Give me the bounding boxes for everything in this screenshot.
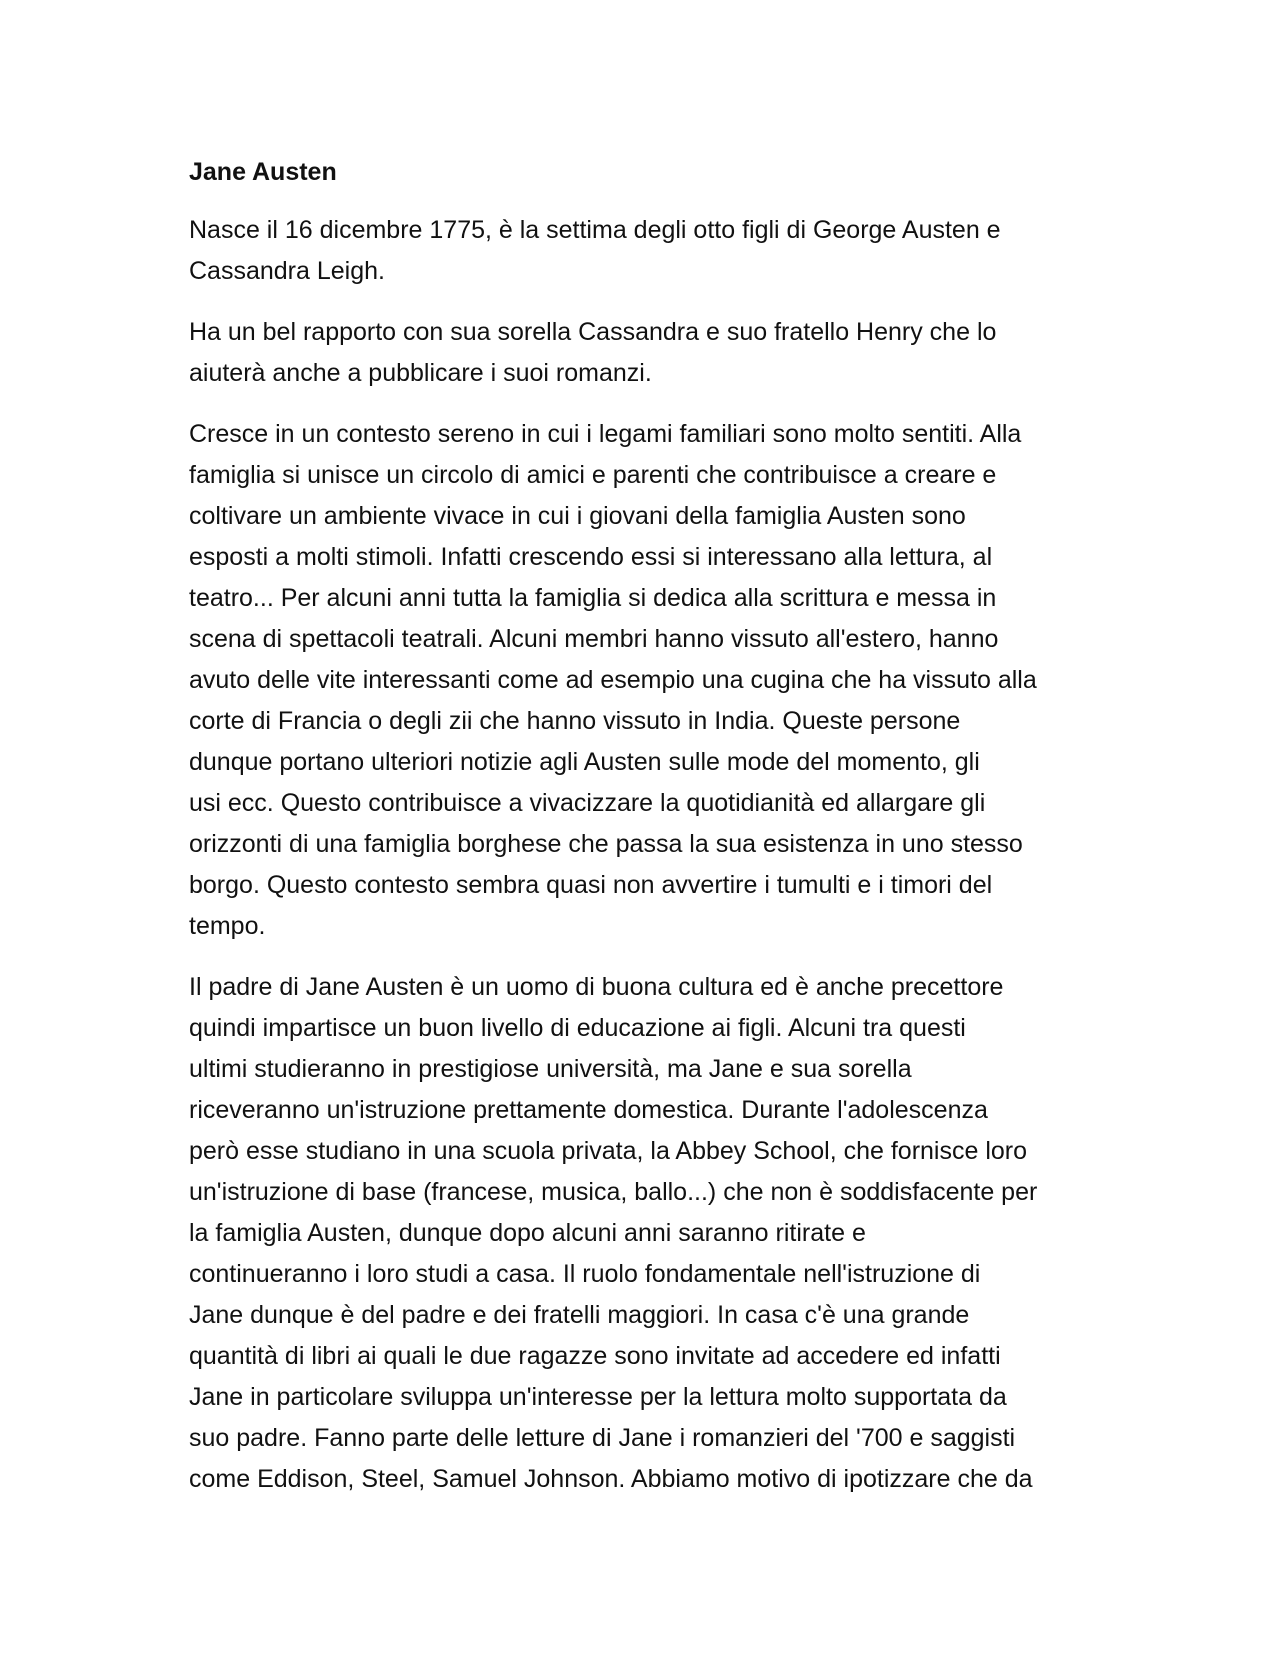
paragraph-line: orizzonti di una famiglia borghese che passa la sua esistenza in uno stesso — [189, 830, 1023, 858]
paragraph-line: Ha un bel rapporto con sua sorella Cassandra e suo fratello Henry che lo — [189, 318, 997, 346]
paragraph-line: ultimi studieranno in prestigiose università, ma Jane e sua sorella — [189, 1055, 912, 1083]
paragraph-line: un'istruzione di base (francese, musica, ballo...) che non è soddisfacente per — [189, 1178, 1038, 1206]
paragraph-line: esposti a molti stimoli. Infatti crescendo essi si interessano alla lettura, al — [189, 543, 993, 571]
paragraph-line: tempo. — [189, 912, 266, 940]
paragraph-line: avuto delle vite interessanti come ad esempio una cugina che ha vissuto alla — [189, 666, 1037, 694]
paragraph-line: Jane dunque è del padre e dei fratelli maggiori. In casa c'è una grande — [189, 1301, 970, 1329]
paragraph-line: borgo. Questo contesto sembra quasi non avvertire i tumulti e i timori del — [189, 871, 993, 899]
paragraph-line: Cresce in un contesto sereno in cui i legami familiari sono molto sentiti. Alla — [189, 420, 1022, 448]
paragraph-line: però esse studiano in una scuola privata, la Abbey School, che fornisce loro — [189, 1137, 1028, 1165]
paragraph-line: quantità di libri ai quali le due ragazze sono invitate ad accedere ed infatti — [189, 1342, 1001, 1370]
paragraph-1 — [189, 210, 1089, 292]
paragraph-line: scena di spettacoli teatrali. Alcuni membri hanno vissuto all'estero, hanno — [189, 625, 999, 653]
paragraph-line: Il padre di Jane Austen è un uomo di buona cultura ed è anche precettore — [189, 973, 1004, 1001]
paragraph-line: come Eddison, Steel, Samuel Johnson. Abbiamo motivo di ipotizzare che da — [189, 1465, 1033, 1493]
paragraph-2 — [189, 312, 1089, 394]
document-title: Jane Austen — [189, 158, 337, 186]
paragraph-line: quindi impartisce un buon livello di educazione ai figli. Alcuni tra questi — [189, 1014, 966, 1042]
paragraph-line: Cassandra Leigh. — [189, 257, 385, 285]
paragraph-line: riceveranno un'istruzione prettamente domestica. Durante l'adolescenza — [189, 1096, 988, 1124]
paragraph-line: usi ecc. Questo contribuisce a vivacizzare la quotidianità ed allargare gli — [189, 789, 986, 817]
paragraph-line: Jane in particolare sviluppa un'interesse per la lettura molto supportata da — [189, 1383, 1007, 1411]
paragraph-line: famiglia si unisce un circolo di amici e parenti che contribuisce a creare e — [189, 461, 997, 489]
paragraph-3 — [189, 414, 1089, 947]
paragraph-line: coltivare un ambiente vivace in cui i giovani della famiglia Austen sono — [189, 502, 966, 530]
paragraph-line: teatro... Per alcuni anni tutta la famiglia si dedica alla scrittura e messa in — [189, 584, 997, 612]
paragraph-line: la famiglia Austen, dunque dopo alcuni anni saranno ritirate e — [189, 1219, 866, 1247]
paragraph-line: continueranno i loro studi a casa. Il ruolo fondamentale nell'istruzione di — [189, 1260, 981, 1288]
paragraph-line: dunque portano ulteriori notizie agli Austen sulle mode del momento, gli — [189, 748, 980, 776]
paragraph-line: Nasce il 16 dicembre 1775, è la settima degli otto figli di George Austen e — [189, 216, 1001, 244]
paragraph-line: corte di Francia o degli zii che hanno vissuto in India. Queste persone — [189, 707, 961, 735]
paragraph-line: aiuterà anche a pubblicare i suoi romanzi. — [189, 359, 652, 387]
paragraph-4 — [189, 967, 1089, 1500]
document-body — [189, 152, 1089, 1520]
paragraph-line: suo padre. Fanno parte delle letture di Jane i romanzieri del '700 e saggisti — [189, 1424, 1016, 1452]
